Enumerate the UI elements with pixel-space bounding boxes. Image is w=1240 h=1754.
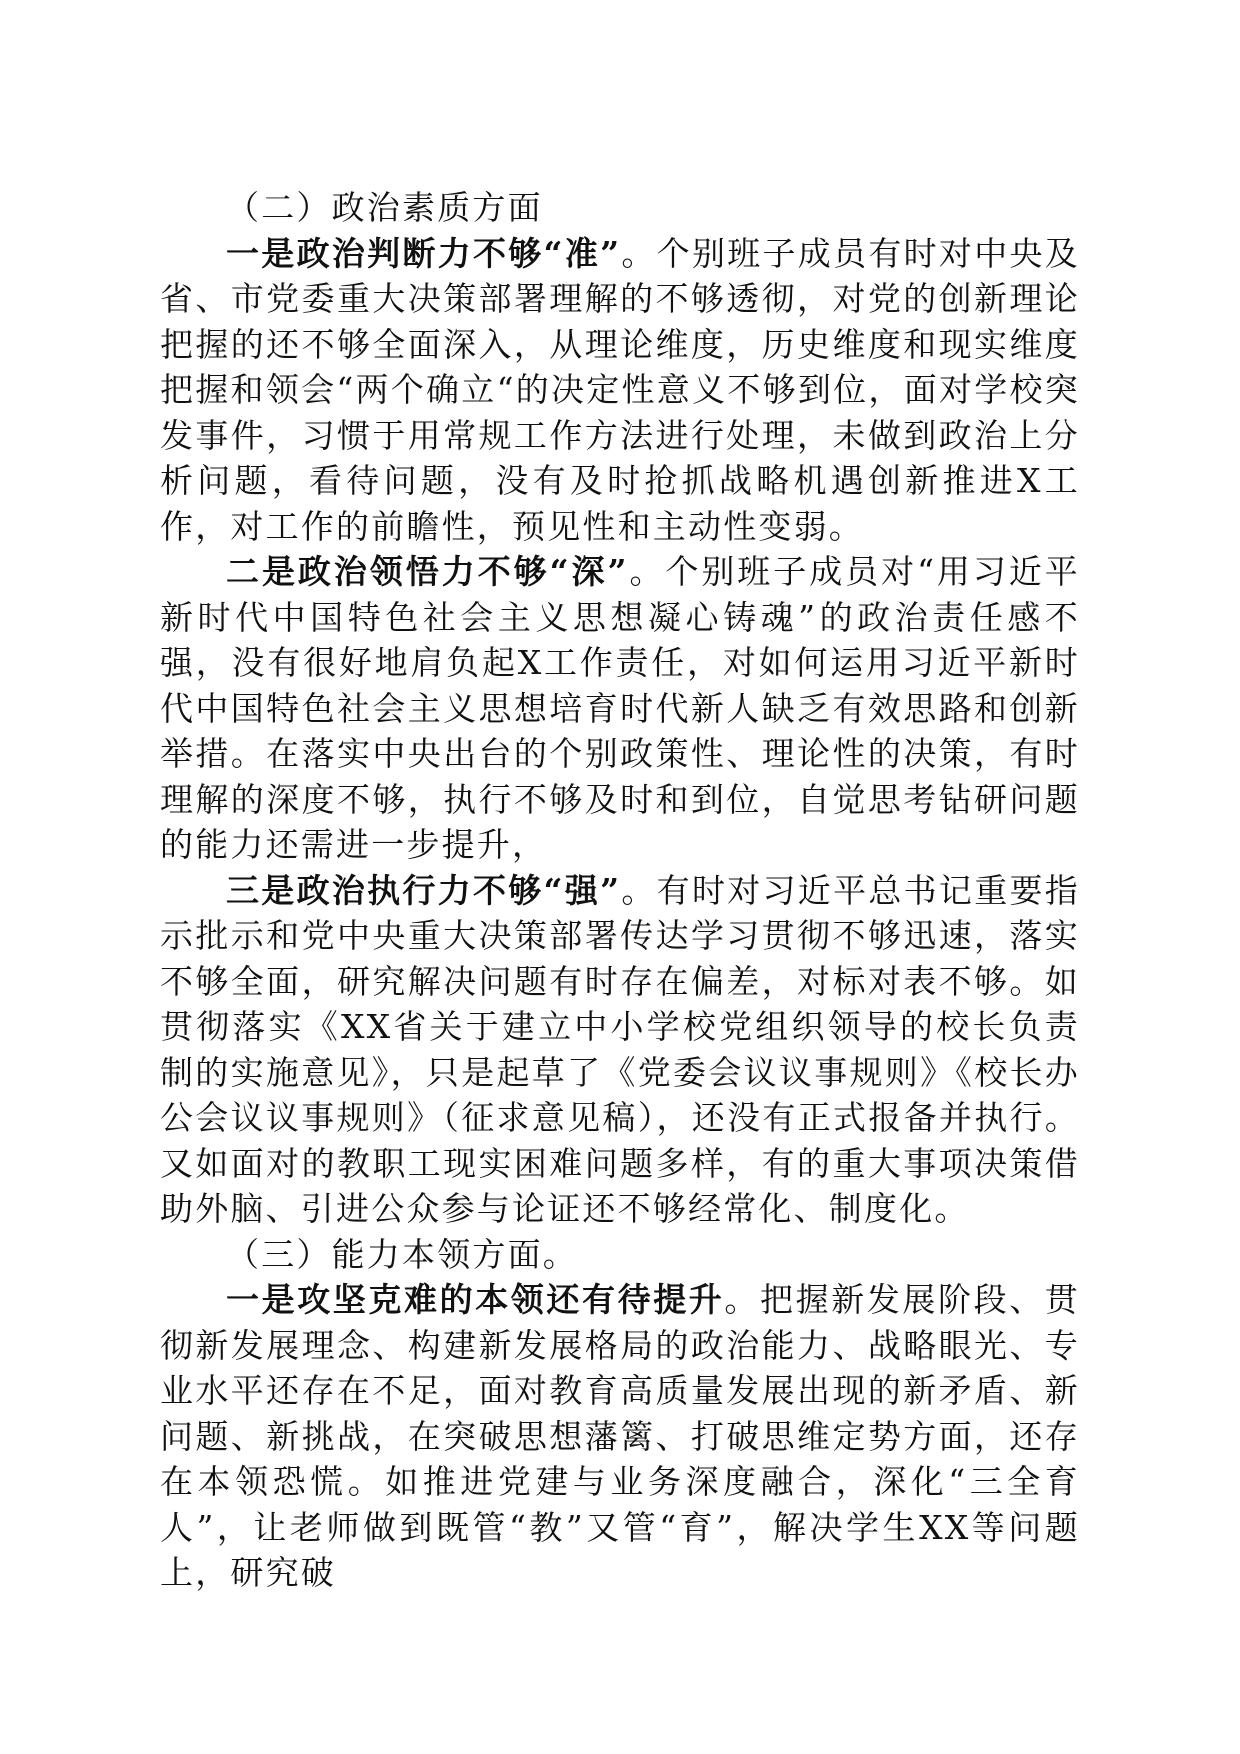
paragraph-lead: 三是政治执行力不够“强” [226, 870, 622, 910]
paragraph-text: 。个别班子成员对“用习近平新时代中国特色社会主义思想凝心铸魂”的政治责任感不强，没有很好地肩负起X工作责任，对如何运用习近平新时代中国特色社会主义思想培育时代新人缺乏有效思路和创新举措。在落实中央出台的个别政策性、理论性的决策，有时理解的深度不够，执行不够及时和到位，自觉思考钻研问题的能力还需进一步提升， [160, 552, 1080, 864]
paragraph-lead: 一是攻坚克难的本领还有待提升 [226, 1280, 725, 1319]
section-heading-ability: （三）能力本领方面。 [226, 1234, 578, 1274]
document-body [160, 185, 1080, 1596]
paragraph-text: 。把握新发展阶段、贯彻新发展理念、构建新发展格局的政治能力、战略眼光、专业水平还存在不足，面对教育高质量发展出现的新矛盾、新问题、新挑战，在突破思想藩篱、打破思维定势方面，还存在本领恐慌。如推进党建与业务深度融合，深化“三全育人”，让老师做到既管“教”又管“育”，解决学生XX等问题上，研究破 [160, 1280, 1081, 1592]
paragraph-text: 。个别班子成员有时对中央及省、市党委重大决策部署理解的不够透彻，对党的创新理论把握的还不够全面深入，从理论维度，历史维度和现实维度把握和领会“两个确立“的决定性意义不够到位，面对学校突发事件，习惯于用常规工作方法进行处理，未做到政治上分析问题，看待问题，没有及时抢抓战略机遇创新推进X工作，对工作的前瞻性，预见性和主动性变弱。 [160, 233, 1080, 546]
paragraph-overcoming-difficulties [160, 1277, 1080, 1596]
section-heading-political-quality: （二）政治素质方面 [226, 188, 543, 227]
paragraph-political-comprehension [160, 549, 1080, 868]
paragraph-political-execution [160, 868, 1080, 1232]
paragraph-text: 。有时对习近平总书记重要指示批示和党中央重大决策部署传达学习贯彻不够迅速，落实不够全面，研究解决问题有时存在偏差，对标对表不够。如贯彻落实《XX省关于建立中小学校党组织领导的校长负责制的实施意见》，只是起草了《党委会议议事规则》《校长办公会议议事规则》（征求意见稿），还没有正式报备并执行。又如面对的教职工现实困难问题多样，有的重大事项决策借助外脑、引进公众参与论证还不够经常化、制度化。 [160, 870, 1080, 1228]
paragraph-lead: 一是政治判断力不够“准” [226, 233, 622, 273]
paragraph-political-judgment [160, 231, 1080, 550]
paragraph-lead: 二是政治领悟力不够“深” [226, 552, 629, 591]
